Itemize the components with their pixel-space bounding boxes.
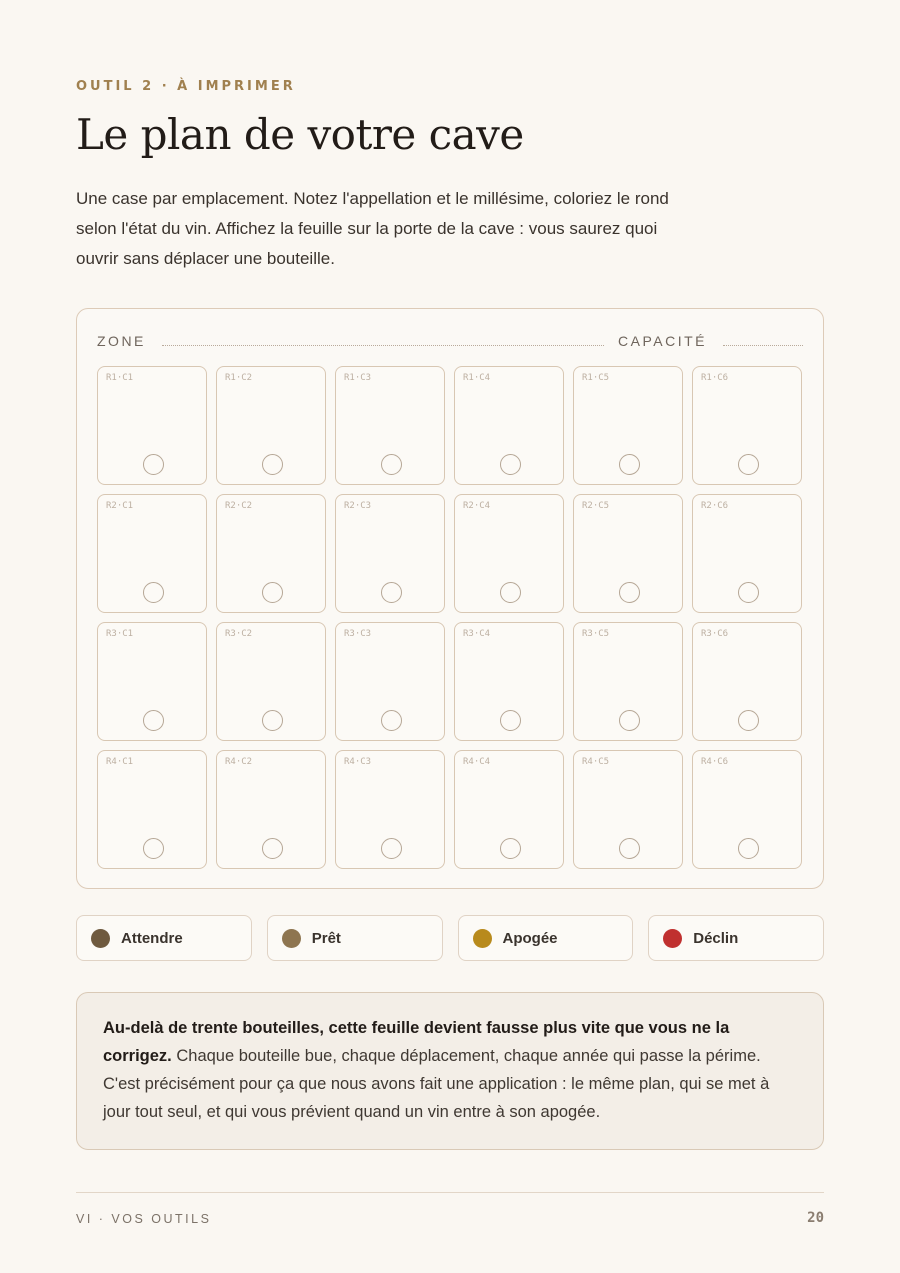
slot-label: R3·C4 — [463, 629, 491, 639]
status-circle-icon[interactable] — [500, 582, 521, 603]
cellar-plan-card — [76, 308, 824, 889]
slot-label: R4·C4 — [463, 757, 491, 767]
zone-capacity-row — [97, 331, 803, 349]
capacity-label: CAPACITÉ — [618, 333, 707, 349]
slot-cell[interactable] — [454, 366, 564, 485]
slot-label: R2·C3 — [344, 501, 372, 511]
note-bold-lead: Au-delà de trente bouteilles, cette feuille devient fausse plus vite que vous ne la corrigez. — [103, 1019, 730, 1065]
slot-cell[interactable] — [216, 366, 326, 485]
slot-grid — [97, 366, 802, 869]
slot-label: R3·C5 — [582, 629, 610, 639]
status-dot-icon — [473, 929, 492, 948]
slot-label: R2·C5 — [582, 501, 610, 511]
status-circle-icon[interactable] — [619, 582, 640, 603]
status-circle-icon[interactable] — [143, 454, 164, 475]
slot-cell[interactable] — [454, 622, 564, 741]
footer-divider — [76, 1192, 824, 1193]
legend-item — [76, 915, 252, 961]
slot-label: R2·C4 — [463, 501, 491, 511]
legend-label: Attendre — [121, 929, 183, 947]
slot-label: R4·C5 — [582, 757, 610, 767]
slot-label: R4·C1 — [106, 757, 134, 767]
status-circle-icon[interactable] — [738, 838, 759, 859]
slot-cell[interactable] — [692, 750, 802, 869]
slot-cell[interactable] — [97, 622, 207, 741]
status-legend — [76, 915, 824, 961]
slot-label: R2·C1 — [106, 501, 134, 511]
slot-label: R2·C6 — [701, 501, 729, 511]
slot-label: R3·C6 — [701, 629, 729, 639]
status-circle-icon[interactable] — [143, 838, 164, 859]
slot-cell[interactable] — [335, 750, 445, 869]
status-circle-icon[interactable] — [143, 710, 164, 731]
slot-cell[interactable] — [335, 494, 445, 613]
status-circle-icon[interactable] — [381, 710, 402, 731]
status-circle-icon[interactable] — [143, 582, 164, 603]
slot-cell[interactable] — [97, 750, 207, 869]
status-dot-icon — [663, 929, 682, 948]
status-circle-icon[interactable] — [619, 454, 640, 475]
slot-cell[interactable] — [573, 494, 683, 613]
slot-label: R4·C3 — [344, 757, 372, 767]
slot-cell[interactable] — [573, 366, 683, 485]
status-circle-icon[interactable] — [381, 454, 402, 475]
intro-paragraph: Une case par emplacement. Notez l'appellation et le millésime, coloriez le rond selon l'état du vin. Affichez la feuille sur la porte de la cave : vous saurez quoi ouvrir sans déplacer une bouteille. — [76, 189, 669, 268]
slot-cell[interactable] — [97, 494, 207, 613]
slot-label: R1·C4 — [463, 373, 491, 383]
note-body: Chaque bouteille bue, chaque déplacement, chaque année qui passe la périme. C'est précisément pour ça que nous avons fait une application : le même plan, qui se met à jour tout seul, et qui vous prévient quand un vin entre à son apogée. — [103, 1047, 770, 1121]
slot-label: R4·C2 — [225, 757, 253, 767]
slot-cell[interactable] — [335, 622, 445, 741]
status-circle-icon[interactable] — [381, 838, 402, 859]
slot-label: R1·C5 — [582, 373, 610, 383]
section-eyebrow: OUTIL 2 · À IMPRIMER — [76, 79, 296, 94]
page-title: Le plan de votre cave — [76, 110, 524, 159]
status-circle-icon[interactable] — [619, 710, 640, 731]
slot-label: R1·C2 — [225, 373, 253, 383]
status-circle-icon[interactable] — [262, 838, 283, 859]
legend-item — [458, 915, 634, 961]
status-circle-icon[interactable] — [262, 454, 283, 475]
legend-label: Apogée — [502, 929, 558, 947]
status-circle-icon[interactable] — [262, 710, 283, 731]
status-circle-icon[interactable] — [619, 838, 640, 859]
slot-cell[interactable] — [216, 750, 326, 869]
legend-label: Déclin — [693, 929, 739, 947]
status-circle-icon[interactable] — [738, 582, 759, 603]
status-dot-icon — [91, 929, 110, 948]
legend-item — [648, 915, 824, 961]
status-circle-icon[interactable] — [738, 454, 759, 475]
status-dot-icon — [282, 929, 301, 948]
slot-cell[interactable] — [454, 494, 564, 613]
slot-label: R3·C1 — [106, 629, 134, 639]
slot-cell[interactable] — [573, 750, 683, 869]
zone-label: ZONE — [97, 333, 146, 349]
slot-label: R4·C6 — [701, 757, 729, 767]
status-circle-icon[interactable] — [500, 454, 521, 475]
slot-label: R1·C1 — [106, 373, 134, 383]
status-circle-icon[interactable] — [500, 838, 521, 859]
footer-section: VI · VOS OUTILS — [76, 1212, 212, 1226]
capacity-fill-line[interactable] — [723, 345, 803, 346]
status-circle-icon[interactable] — [738, 710, 759, 731]
status-circle-icon[interactable] — [500, 710, 521, 731]
status-circle-icon[interactable] — [262, 582, 283, 603]
slot-cell[interactable] — [97, 366, 207, 485]
slot-label: R2·C2 — [225, 501, 253, 511]
slot-cell[interactable] — [692, 366, 802, 485]
legend-label: Prêt — [311, 929, 341, 947]
legend-item — [267, 915, 443, 961]
slot-label: R1·C3 — [344, 373, 372, 383]
zone-fill-line[interactable] — [162, 345, 604, 346]
page-number: 20 — [807, 1210, 824, 1226]
slot-label: R1·C6 — [701, 373, 729, 383]
slot-cell[interactable] — [216, 622, 326, 741]
slot-cell[interactable] — [216, 494, 326, 613]
status-circle-icon[interactable] — [381, 582, 402, 603]
slot-cell[interactable] — [335, 366, 445, 485]
slot-cell[interactable] — [692, 622, 802, 741]
slot-cell[interactable] — [454, 750, 564, 869]
slot-label: R3·C3 — [344, 629, 372, 639]
slot-label: R3·C2 — [225, 629, 253, 639]
slot-cell[interactable] — [573, 622, 683, 741]
slot-cell[interactable] — [692, 494, 802, 613]
app-promo-note — [76, 992, 824, 1150]
